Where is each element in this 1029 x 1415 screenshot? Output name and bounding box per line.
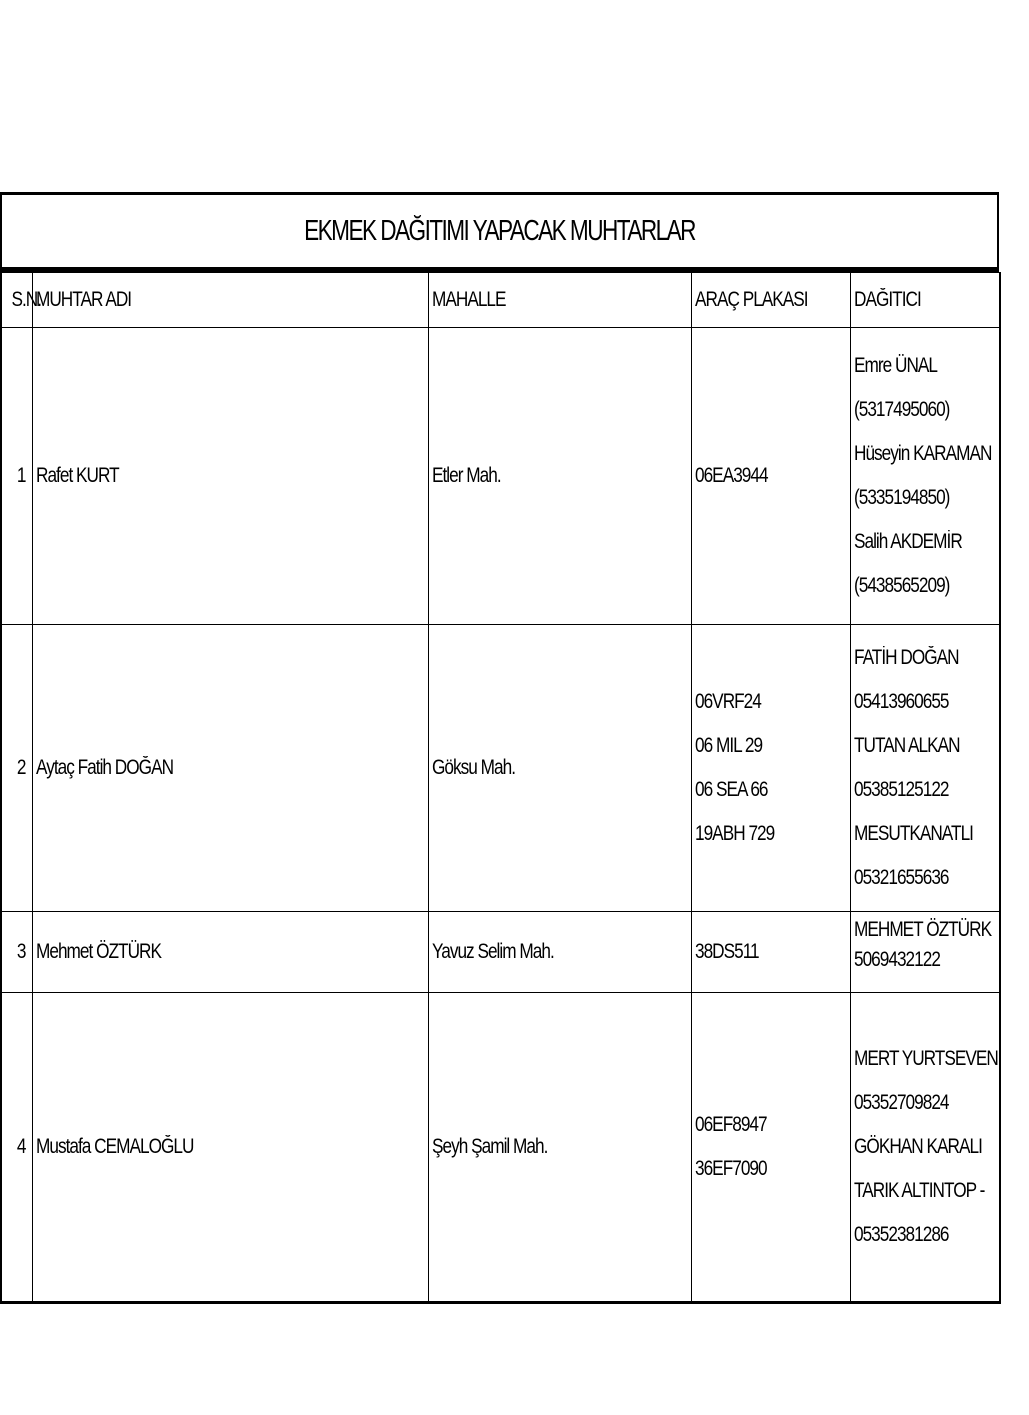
cell-sn: 3: [1, 912, 32, 993]
muhtar-table: [0, 272, 1001, 1304]
header-district: MAHALLE: [428, 273, 691, 328]
table-row: [1, 993, 1000, 1303]
cell-distributor: FATİH DOĞAN 05413960655 TUTAN ALKAN 05385125122 MESUTKANATLI 05321655636: [850, 625, 1000, 912]
header-distributor: DAĞITICI: [850, 273, 1000, 328]
cell-distributor: MEHMET ÖZTÜRK 5069432122: [850, 912, 1000, 993]
page-title: EKMEK DAĞITIMI YAPACAK MUHTARLAR: [0, 192, 999, 272]
cell-sn: 2: [1, 625, 32, 912]
cell-distributor: Emre ÜNAL (5317495060) Hüseyin KARAMAN (5335194850) Salih AKDEMİR (5438565209): [850, 328, 1000, 625]
table-row: [1, 625, 1000, 912]
cell-name: Aytaç Fatih DOĞAN: [32, 625, 428, 912]
cell-plate: 06EF8947 36EF7090: [691, 993, 850, 1303]
table-row: [1, 912, 1000, 993]
cell-plate: 06VRF24 06 MIL 29 06 SEA 66 19ABH 729: [691, 625, 850, 912]
cell-plate: 38DS511: [691, 912, 850, 993]
header-sn: S.N.: [1, 273, 32, 328]
cell-sn: 4: [1, 993, 32, 1303]
cell-district: Yavuz Selim Mah.: [428, 912, 691, 993]
cell-distributor: MERT YURTSEVEN 05352709824 GÖKHAN KARALI TARIK ALTINTOP - 05352381286: [850, 993, 1000, 1303]
cell-district: Göksu Mah.: [428, 625, 691, 912]
cell-district: Şeyh Şamil Mah.: [428, 993, 691, 1303]
cell-sn: 1: [1, 328, 32, 625]
cell-name: Mustafa CEMALOĞLU: [32, 993, 428, 1303]
header-plate: ARAÇ PLAKASI: [691, 273, 850, 328]
cell-name: Rafet KURT: [32, 328, 428, 625]
table-header-row: [1, 273, 1000, 328]
cell-name: Mehmet ÖZTÜRK: [32, 912, 428, 993]
table-row: [1, 328, 1000, 625]
cell-plate: 06EA3944: [691, 328, 850, 625]
sheet: [0, 192, 999, 1304]
cell-district: Etler Mah.: [428, 328, 691, 625]
header-name: MUHTAR ADI: [32, 273, 428, 328]
